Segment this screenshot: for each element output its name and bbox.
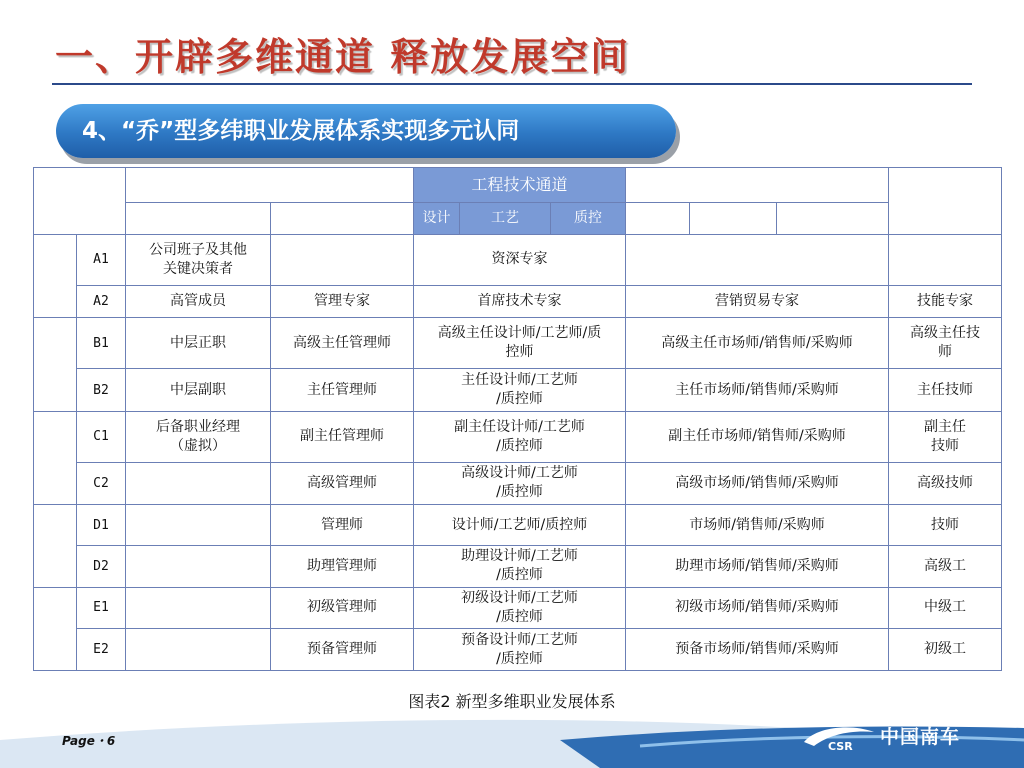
cell-engineering — [414, 318, 626, 369]
cell-sales-text: 高级市场师/销售师/采购师 — [675, 474, 839, 491]
cell-manager-text: 高管成员 — [170, 293, 226, 310]
craftsman-channel-label: 能工巧匠 通道 — [913, 182, 978, 221]
cell-craftsman-text: 副主任 技师 — [924, 418, 967, 454]
table-row — [34, 411, 1002, 462]
level-label-text: A1 — [93, 252, 109, 268]
grade-label-text: D — [47, 533, 63, 558]
cell-craftsman-text: 主任技师 — [917, 381, 974, 398]
cell-professional-text: 预备管理师 — [307, 641, 377, 658]
subtitle-banner: 4、“乔”型多纬职业发展体系实现多元认同 — [56, 104, 676, 158]
cell-craftsman — [889, 411, 1002, 462]
table-row — [34, 587, 1002, 629]
cell-sales — [626, 285, 889, 318]
cell-craftsman-text: 初级工 — [924, 641, 967, 658]
level-label-text: D2 — [93, 558, 109, 574]
cell-sales-text: 预备市场师/销售师/采购师 — [675, 641, 839, 658]
cell-sales — [626, 369, 889, 412]
level-label-text: A2 — [93, 294, 109, 310]
grade-label-text: C — [48, 445, 62, 470]
cell-craftsman — [889, 505, 1002, 546]
grade-label-text: B — [48, 352, 62, 377]
header-engineering-channel: 工程技术通道 — [414, 168, 626, 203]
cell-sales — [626, 545, 889, 587]
cell-craftsman — [889, 462, 1002, 505]
subheader-professional: 专业管理 — [271, 202, 414, 235]
cell-professional — [271, 369, 414, 412]
cell-manager — [126, 545, 271, 587]
cell-craftsman-text: 技能专家 — [917, 293, 974, 310]
cell-sales-text: 营销贸易专家 — [715, 293, 800, 310]
grade-label — [34, 318, 77, 411]
cell-professional-text: 管理师 — [321, 516, 363, 533]
cell-sales-text: 市场师/销售师/采购师 — [689, 516, 825, 533]
level-label-text: C1 — [93, 429, 109, 445]
cell-engineering-text: 助理设计师/工艺师 /质控师 — [461, 548, 578, 584]
cell-professional — [271, 462, 414, 505]
level-label — [77, 545, 126, 587]
cell-sales-text: 助理市场师/销售师/采购师 — [675, 557, 839, 574]
figure-caption: 图表2 新型多维职业发展体系 — [408, 692, 616, 711]
cell-manager — [126, 369, 271, 412]
cell-sales — [626, 411, 889, 462]
level-label — [77, 318, 126, 369]
cell-craftsman-text: 高级主任技 师 — [910, 325, 981, 361]
cell-craftsman — [889, 587, 1002, 629]
subheader-design: 设计 — [414, 202, 460, 235]
cell-engineering — [414, 411, 626, 462]
cell-engineering-text: 初级设计师/工艺师 /质控师 — [461, 589, 578, 625]
cell-engineering-text: 高级设计师/工艺师 /质控师 — [461, 465, 578, 501]
cell-professional — [271, 587, 414, 629]
table-row — [34, 235, 1002, 286]
cell-sales — [626, 587, 889, 629]
cell-sales-text: 初级市场师/销售师/采购师 — [675, 599, 839, 616]
grade-label-text: E — [48, 616, 62, 641]
cell-professional-text: 管理专家 — [314, 293, 370, 310]
table-row — [34, 505, 1002, 546]
level-label-text: E1 — [93, 600, 109, 616]
cell-sales-text: 副主任市场师/销售师/采购师 — [668, 428, 846, 445]
cell-craftsman — [889, 235, 1002, 286]
cell-professional — [271, 505, 414, 546]
cell-manager — [126, 587, 271, 629]
table-row — [34, 462, 1002, 505]
cell-professional — [271, 235, 414, 286]
cell-manager — [126, 505, 271, 546]
cell-craftsman-text: 中级工 — [924, 599, 967, 616]
logo-company-name: 中国南车 — [880, 726, 961, 748]
cell-engineering — [414, 369, 626, 412]
career-development-table — [33, 167, 1002, 671]
subheader-sales: 销售 — [626, 202, 690, 235]
cell-engineering-text: 高级主任设计师/工艺师/质 控师 — [437, 325, 602, 361]
grade-label — [34, 235, 77, 318]
level-label — [77, 369, 126, 412]
level-label — [77, 411, 126, 462]
cell-professional — [271, 545, 414, 587]
cell-professional-text: 主任管理师 — [307, 381, 377, 398]
level-label-text: B2 — [93, 382, 109, 398]
cell-manager — [126, 235, 271, 286]
cell-engineering — [414, 545, 626, 587]
cell-manager-text: 中层正职 — [170, 334, 226, 351]
header-craftsman-channel — [889, 168, 1002, 235]
cell-engineering — [414, 587, 626, 629]
cell-craftsman — [889, 545, 1002, 587]
grade-label-text: A — [48, 263, 62, 288]
cell-craftsman-text: 技师 — [931, 516, 960, 533]
cell-engineering-text: 预备设计师/工艺师 /质控师 — [461, 631, 578, 667]
cell-professional-text: 高级主任管理师 — [293, 334, 391, 351]
cell-engineering — [414, 629, 626, 671]
cell-engineering — [414, 285, 626, 318]
header-admin-channel: 行政管理通道 — [126, 168, 414, 203]
table-body — [34, 235, 1002, 671]
table-row — [34, 545, 1002, 587]
cell-engineering-text: 首席技术专家 — [477, 293, 562, 310]
cell-sales-text: 主任市场师/销售师/采购师 — [675, 381, 839, 398]
cell-craftsman-text: 高级工 — [924, 557, 967, 574]
level-label — [77, 629, 126, 671]
cell-craftsman — [889, 318, 1002, 369]
table-row — [34, 285, 1002, 318]
cell-engineering — [414, 505, 626, 546]
cell-engineering — [414, 235, 626, 286]
subheader-quality: 质控 — [551, 202, 626, 235]
level-label-text: E2 — [93, 642, 109, 658]
cell-sales — [626, 629, 889, 671]
cell-professional — [271, 411, 414, 462]
level-label — [77, 587, 126, 629]
cell-professional — [271, 318, 414, 369]
level-label — [77, 285, 126, 318]
cell-sales — [626, 235, 889, 286]
cell-craftsman — [889, 629, 1002, 671]
cell-professional — [271, 285, 414, 318]
cell-manager — [126, 411, 271, 462]
level-label-text: C2 — [93, 475, 109, 491]
cell-sales — [626, 505, 889, 546]
level-label — [77, 462, 126, 505]
level-label — [77, 235, 126, 286]
cell-sales-text: 高级主任市场师/销售师/采购师 — [661, 334, 853, 351]
slide-title: 一、开辟多维通道 释放发展空间 — [55, 35, 631, 79]
cell-professional — [271, 629, 414, 671]
cell-professional-text: 副主任管理师 — [300, 428, 384, 445]
table-row — [34, 318, 1002, 369]
level-label-text: D1 — [93, 517, 109, 533]
cell-engineering-text: 副主任设计师/工艺师 /质控师 — [454, 418, 585, 454]
table-row — [34, 369, 1002, 412]
level-label-text: B1 — [93, 335, 109, 351]
logo-abbr: CSR — [828, 740, 853, 753]
cell-manager-text: 后备职业经理 （虚拟） — [156, 418, 240, 454]
cell-craftsman-text: 高级技师 — [917, 474, 974, 491]
cell-engineering-text: 设计师/工艺师/质控师 — [451, 516, 588, 533]
cell-manager — [126, 462, 271, 505]
title-divider — [52, 83, 972, 85]
subheader-purchasing: 采购 — [777, 202, 889, 235]
grade-label — [34, 411, 77, 504]
cell-manager-text: 公司班子及其他 关键决策者 — [149, 241, 247, 277]
cell-craftsman — [889, 369, 1002, 412]
cell-sales — [626, 318, 889, 369]
subheader-process: 工艺 — [460, 202, 551, 235]
cell-professional-text: 初级管理师 — [307, 599, 377, 616]
cell-professional-text: 助理管理师 — [307, 557, 377, 574]
grade-label — [34, 505, 77, 587]
cell-craftsman — [889, 285, 1002, 318]
cell-manager-text: 中层副职 — [170, 381, 226, 398]
cell-engineering — [414, 462, 626, 505]
grade-label — [34, 587, 77, 670]
cell-engineering-text: 资深专家 — [491, 251, 548, 268]
level-label — [77, 505, 126, 546]
cell-engineering-text: 主任设计师/工艺师 /质控师 — [461, 372, 578, 407]
cell-professional-text: 高级管理师 — [307, 474, 377, 491]
page-number: Page・6 — [62, 734, 116, 748]
cell-sales — [626, 462, 889, 505]
cell-manager — [126, 285, 271, 318]
subheader-manager: 职业经理 — [126, 202, 271, 235]
table-corner-cell — [34, 168, 126, 235]
table-row — [34, 629, 1002, 671]
cell-manager — [126, 629, 271, 671]
cell-manager — [126, 318, 271, 369]
subheader-market: 市场 — [690, 202, 777, 235]
header-sales-channel: 营销贸易通道 — [626, 168, 889, 203]
